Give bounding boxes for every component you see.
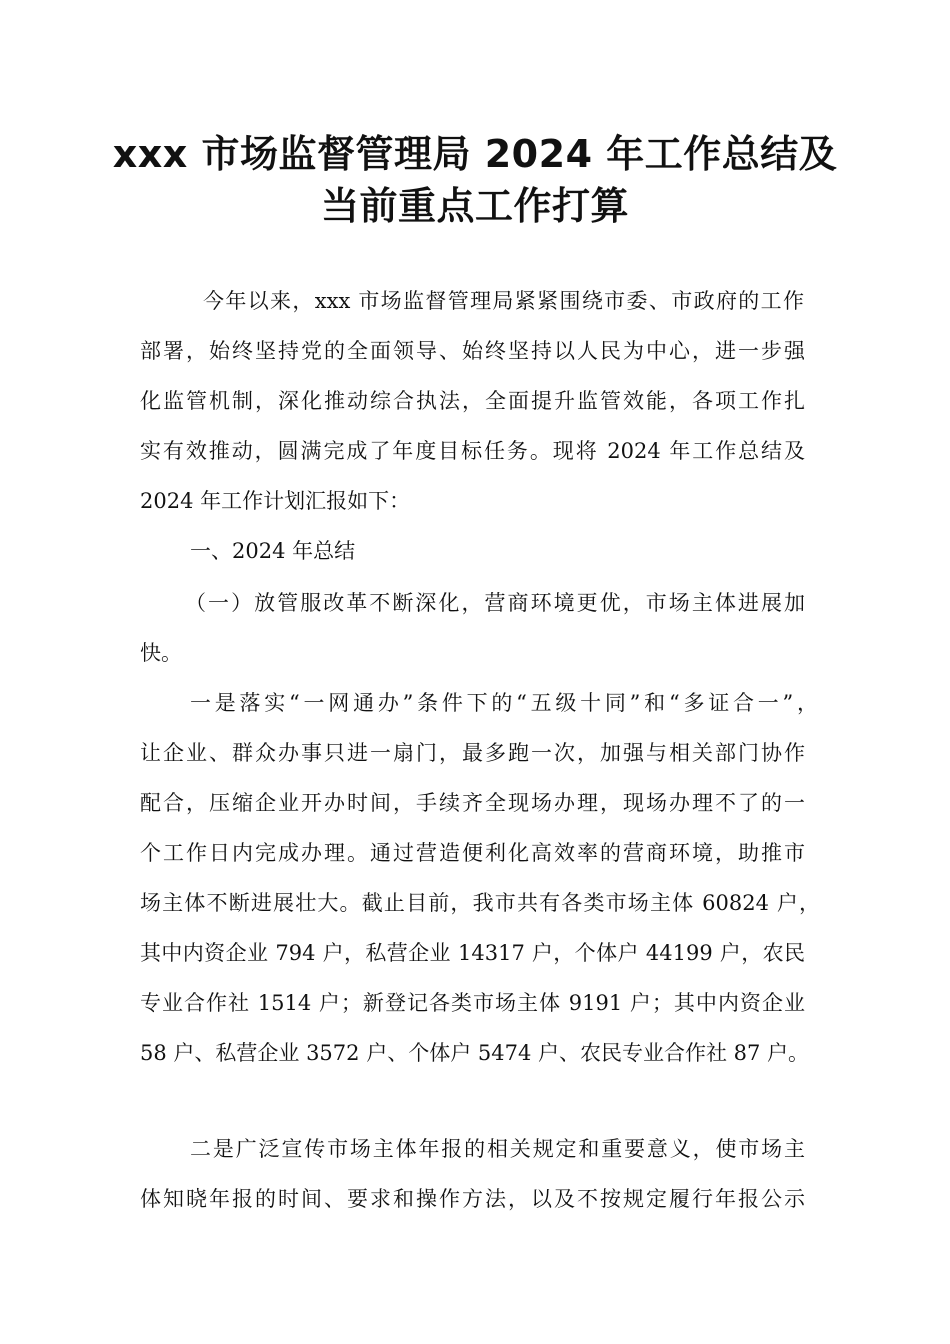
paragraph-line: 一是落实“一网通办”条件下的“五级十同”和“多证合一”， xyxy=(190,691,818,715)
subsection-heading: （一）放管服改革不断深化，营商环境更优，市场主体进展加 xyxy=(185,591,805,615)
paragraph-line: 让企业、群众办事只进一扇门，最多跑一次，加强与相关部门协作 xyxy=(140,741,805,765)
paragraph-line: 二是广泛宣传市场主体年报的相关规定和重要意义，使市场主 xyxy=(190,1137,805,1161)
paragraph-line: 其中内资企业 794 户，私营企业 14317 户，个体户 44199 户，农民 xyxy=(140,941,805,965)
paragraph-line: 场主体不断进展壮大。截止目前，我市共有各类市场主体 60824 户， xyxy=(140,891,820,915)
paragraph-line: 今年以来，xxx 市场监督管理局紧紧围绕市委、市政府的工作 xyxy=(203,289,804,313)
paragraph-line: 体知晓年报的时间、要求和操作方法，以及不按规定履行年报公示 xyxy=(140,1187,805,1211)
paragraph-line: 部署，始终坚持党的全面领导、始终坚持以人民为中心，进一步强 xyxy=(140,339,805,363)
document-title-line-2: 当前重点工作打算 xyxy=(320,184,629,228)
section-heading: 一、2024 年总结 xyxy=(190,539,356,563)
paragraph-line: 配合，压缩企业开办时间，手续齐全现场办理，现场办理不了的一 xyxy=(140,791,805,815)
paragraph-line: 2024 年工作计划汇报如下： xyxy=(140,489,411,513)
paragraph-line: 化监管机制，深化推动综合执法，全面提升监管效能，各项工作扎 xyxy=(140,389,805,413)
paragraph-line: 个工作日内完成办理。通过营造便利化高效率的营商环境，助推市 xyxy=(140,841,805,865)
paragraph-line: 专业合作社 1514 户；新登记各类市场主体 9191 户；其中内资企业 xyxy=(140,991,805,1015)
paragraph-line: 实有效推动，圆满完成了年度目标任务。现将 2024 年工作总结及 xyxy=(140,439,805,463)
subsection-heading-continued: 快。 xyxy=(140,641,182,665)
document-title-line-1: xxx 市场监督管理局 2024 年工作总结及 xyxy=(112,132,838,176)
paragraph-line: 58 户、私营企业 3572 户、个体户 5474 户、农民专业合作社 87 户。 xyxy=(140,1041,810,1065)
